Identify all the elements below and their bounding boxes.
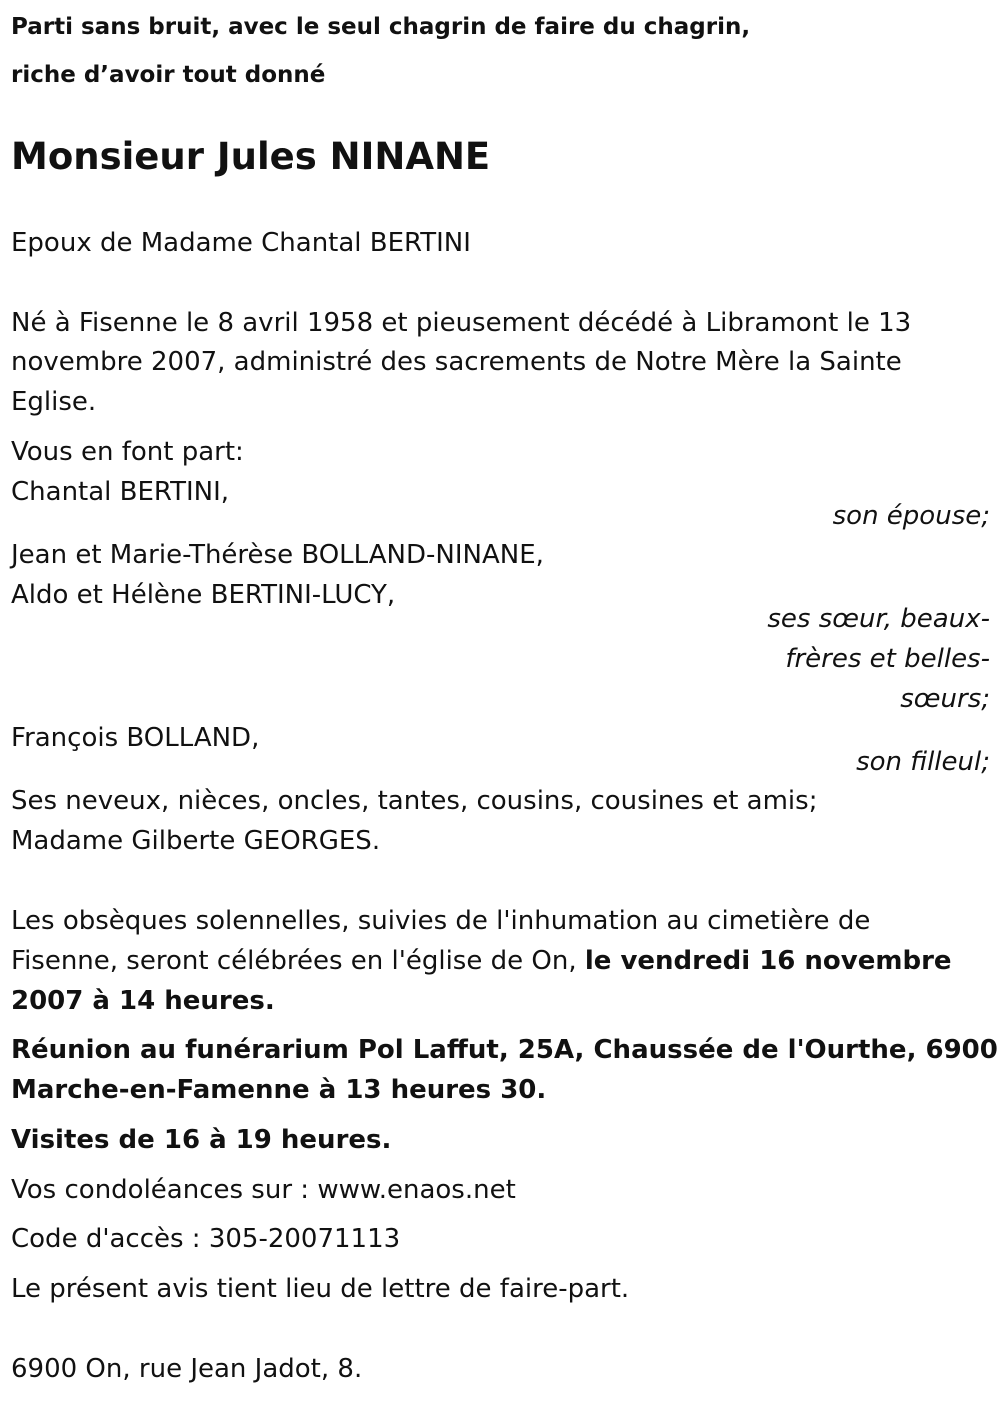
funeral-date: le vendredi 16 novembre [584, 946, 952, 976]
funeral-line-1: Les obsèques solennelles, suivies de l'inhumation au cimetière de [11, 906, 871, 936]
family-godson-relation: son filleul; [856, 747, 990, 777]
family-spouse-name: Chantal BERTINI, [11, 477, 230, 507]
birth-death-line-2: novembre 2007, administré des sacrements de Notre Mère la Sainte [11, 347, 902, 377]
visits: Visites de 16 à 19 heures. [11, 1125, 392, 1155]
funeral-time: 2007 à 14 heures. [11, 986, 275, 1016]
epigraph-line-2: riche d’avoir tout donné [11, 62, 326, 88]
family-other-person: Madame Gilberte GEORGES. [11, 826, 381, 856]
family-others: Ses neveux, nièces, oncles, tantes, cousins, cousines et amis; [11, 786, 818, 816]
address: 6900 On, rue Jean Jadot, 8. [11, 1354, 363, 1384]
notice: Le présent avis tient lieu de lettre de faire-part. [11, 1274, 630, 1304]
spouse-line: Epoux de Madame Chantal BERTINI [11, 228, 471, 258]
family-godson-name: François BOLLAND, [11, 723, 260, 753]
family-siblings-1: Jean et Marie-Thérèse BOLLAND-NINANE, [11, 540, 544, 570]
funeral-line-2 [11, 945, 952, 977]
announcers-intro: Vous en font part: [11, 437, 244, 467]
condolences: Vos condoléances sur : www.enaos.net [11, 1175, 516, 1205]
birth-death-line-3: Eglise. [11, 387, 97, 417]
family-siblings-relation-2: frères et belles- [785, 644, 990, 674]
family-siblings-2: Aldo et Hélène BERTINI-LUCY, [11, 580, 396, 610]
family-siblings-relation-3: sœurs; [900, 684, 990, 714]
family-siblings-relation-1: ses sœur, beaux- [767, 604, 990, 634]
meeting-line-1: Réunion au funérarium Pol Laffut, 25A, Chaussée de l'Ourthe, 6900 [11, 1035, 998, 1065]
birth-death-line-1: Né à Fisenne le 8 avril 1958 et pieusement décédé à Libramont le 13 [11, 308, 912, 338]
meeting-line-2: Marche-en-Famenne à 13 heures 30. [11, 1075, 547, 1105]
family-spouse-relation: son épouse; [832, 501, 990, 531]
deceased-name: Monsieur Jules NINANE [11, 135, 491, 178]
funeral-line-2-text: Fisenne, seront célébrées en l'église de On, [11, 946, 585, 976]
access-code: Code d'accès : 305-20071113 [11, 1224, 401, 1254]
epigraph-line-1: Parti sans bruit, avec le seul chagrin de faire du chagrin, [11, 14, 751, 40]
